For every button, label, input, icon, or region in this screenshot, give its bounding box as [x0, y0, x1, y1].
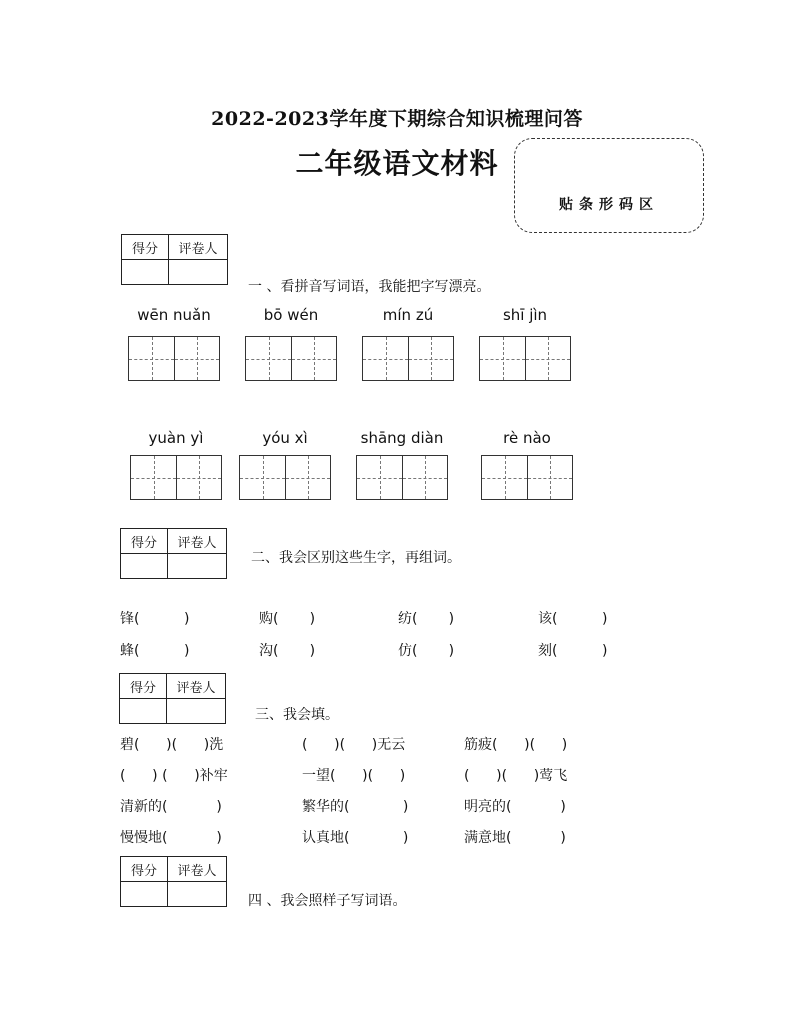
score-table-1	[121, 234, 228, 285]
fill-item: 明亮的( )	[464, 799, 566, 815]
fill-item: 繁华的( )	[302, 799, 409, 815]
fill-item: 刻( )	[538, 643, 608, 659]
grader-cell[interactable]	[168, 882, 227, 907]
grader-label: 评卷人	[169, 235, 228, 260]
grid-cell[interactable]	[363, 337, 408, 380]
writing-grid[interactable]	[362, 336, 454, 381]
fill-item: ( )( )无云	[302, 737, 406, 753]
fill-item: 清新的( )	[120, 799, 222, 815]
grid-cell[interactable]	[525, 337, 570, 380]
grid-cell[interactable]	[285, 456, 330, 499]
fill-item: 蜂( )	[120, 643, 190, 659]
writing-grid[interactable]	[479, 336, 571, 381]
barcode-area	[514, 138, 704, 233]
document-header-title: 2022-2023学年度下期综合知识梳理问答	[211, 108, 583, 130]
pinyin-label: shāng diàn	[360, 429, 444, 447]
fill-item: 满意地( )	[464, 830, 566, 846]
fill-item: 购( )	[259, 611, 316, 627]
fill-item: 碧( )( )洗	[120, 737, 224, 753]
grid-cell[interactable]	[291, 337, 336, 380]
grader-cell[interactable]	[169, 260, 228, 285]
fill-item: 该( )	[538, 611, 608, 627]
fill-item: ( )( )莺飞	[464, 768, 568, 784]
score-table-4	[120, 856, 227, 907]
score-table-3	[119, 673, 226, 724]
fill-item: 一望( )( )	[302, 768, 406, 784]
document-main-title: 二年级语文材料	[295, 147, 499, 180]
writing-grid[interactable]	[130, 455, 222, 500]
score-label: 得分	[121, 529, 168, 554]
fill-item: 慢慢地( )	[120, 830, 222, 846]
grader-label: 评卷人	[168, 529, 227, 554]
score-label: 得分	[120, 674, 167, 699]
score-table-2	[120, 528, 227, 579]
grid-cell[interactable]	[482, 456, 527, 499]
pinyin-label: wēn nuǎn	[137, 306, 211, 324]
grid-cell[interactable]	[480, 337, 525, 380]
grid-cell[interactable]	[527, 456, 572, 499]
score-label: 得分	[121, 857, 168, 882]
fill-item: 认真地( )	[302, 830, 409, 846]
grid-cell[interactable]	[174, 337, 219, 380]
fill-item: 沟( )	[259, 643, 316, 659]
section-2-title: 二、我会区别这些生字，再组词。	[251, 550, 461, 566]
fill-item: 仿( )	[398, 643, 455, 659]
section-3-title: 三、我会填。	[255, 707, 339, 723]
fill-item: ( ) ( )补牢	[120, 768, 228, 784]
score-cell[interactable]	[120, 699, 167, 724]
grid-cell[interactable]	[176, 456, 221, 499]
writing-grid[interactable]	[239, 455, 331, 500]
grader-cell[interactable]	[167, 699, 226, 724]
grid-cell[interactable]	[357, 456, 402, 499]
grid-cell[interactable]	[240, 456, 285, 499]
pinyin-label: yóu xì	[262, 429, 308, 447]
grid-cell[interactable]	[402, 456, 447, 499]
grid-cell[interactable]	[408, 337, 453, 380]
fill-item: 纺( )	[398, 611, 455, 627]
writing-grid[interactable]	[128, 336, 220, 381]
pinyin-label: yuàn yì	[148, 429, 204, 447]
fill-item: 锋( )	[120, 611, 190, 627]
grid-cell[interactable]	[246, 337, 291, 380]
section-4-title: 四 、我会照样子写词语。	[248, 893, 407, 909]
grader-label: 评卷人	[167, 674, 226, 699]
section-1-title: 一 、看拼音写词语，我能把字写漂亮。	[248, 279, 491, 295]
pinyin-label: mín zú	[382, 306, 434, 324]
grader-label: 评卷人	[168, 857, 227, 882]
score-cell[interactable]	[122, 260, 169, 285]
pinyin-label: rè nào	[503, 429, 551, 447]
writing-grid[interactable]	[356, 455, 448, 500]
writing-grid[interactable]	[245, 336, 337, 381]
writing-grid[interactable]	[481, 455, 573, 500]
score-cell[interactable]	[121, 554, 168, 579]
score-cell[interactable]	[121, 882, 168, 907]
grid-cell[interactable]	[131, 456, 176, 499]
score-label: 得分	[122, 235, 169, 260]
barcode-label: 贴条形码区	[559, 197, 659, 213]
pinyin-label: bō wén	[263, 306, 319, 324]
grader-cell[interactable]	[168, 554, 227, 579]
pinyin-label: shī jìn	[502, 306, 548, 324]
fill-item: 筋疲( )( )	[464, 737, 568, 753]
grid-cell[interactable]	[129, 337, 174, 380]
